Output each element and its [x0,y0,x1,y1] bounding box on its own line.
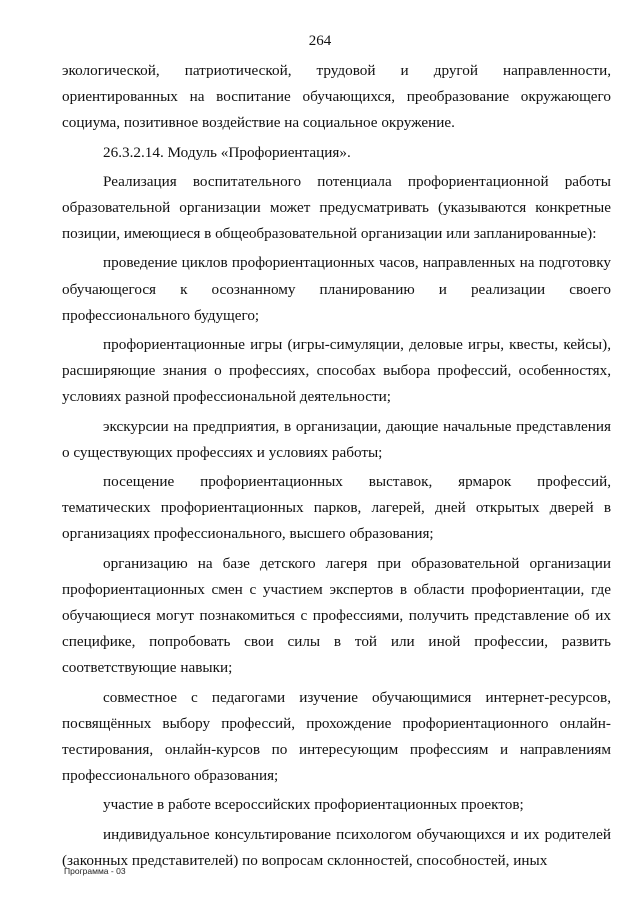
list-item: экскурсии на предприятия, в организации, дающие начальные представления о существующих профессиях и условиях работы; [62,417,611,461]
list-item: профориентационные игры (игры-симуляции, деловые игры, квесты, кейсы), расширяющие знания о профессиях, способах выбора профессий, особенностях, условиях разной профессиональной деятельности; [62,336,611,406]
footer-label: Программа - 03 [64,866,126,876]
section-heading: 26.3.2.14. Модуль «Профориентация». [103,143,351,161]
paragraph-intro: Реализация воспитательного потенциала профориентационной работы образовательной организации может предусматривать (указываются конкретные позиции, имеющиеся в общеобразовательной организации или запланированные): [62,172,611,243]
list-item: индивидуальное консультирование психологом обучающихся и их родителей (законных представителей) по вопросам склонностей, способностей, иных [62,825,611,869]
list-item: участие в работе всероссийских профориентационных проектов; [103,796,524,814]
paragraph-continuation: экологической, патриотической, трудовой и другой направленности, ориентированных на воспитание обучающихся, преобразование окружающего социума, позитивное воздействие на социальное окружение. [62,62,611,132]
list-item: посещение профориентационных выставок, ярмарок профессий, тематических профориентационных парков, лагерей, дней открытых дверей в организациях профессионального, высшего образования; [62,473,611,543]
list-item: проведение циклов профориентационных часов, направленных на подготовку обучающегося к осознанному планированию и реализации своего профессионального будущего; [62,254,611,324]
list-item: организацию на базе детского лагеря при образовательной организации профориентационных смен с участием экспертов в области профориентации, где обучающиеся могут познакомиться с профессиями, получить представление об их специфике, попробовать свои силы в той или иной профессии, развить соответствующие навыки; [62,554,611,677]
document-body [62,58,611,874]
page-number: 264 [308,33,332,49]
list-item: совместное с педагогами изучение обучающимися интернет-ресурсов, посвящённых выбору профессий, прохождение профориентационного онлайн-тестирования, онлайн-курсов по интересующим профессиям и направлениям профессионального образования; [62,688,611,785]
